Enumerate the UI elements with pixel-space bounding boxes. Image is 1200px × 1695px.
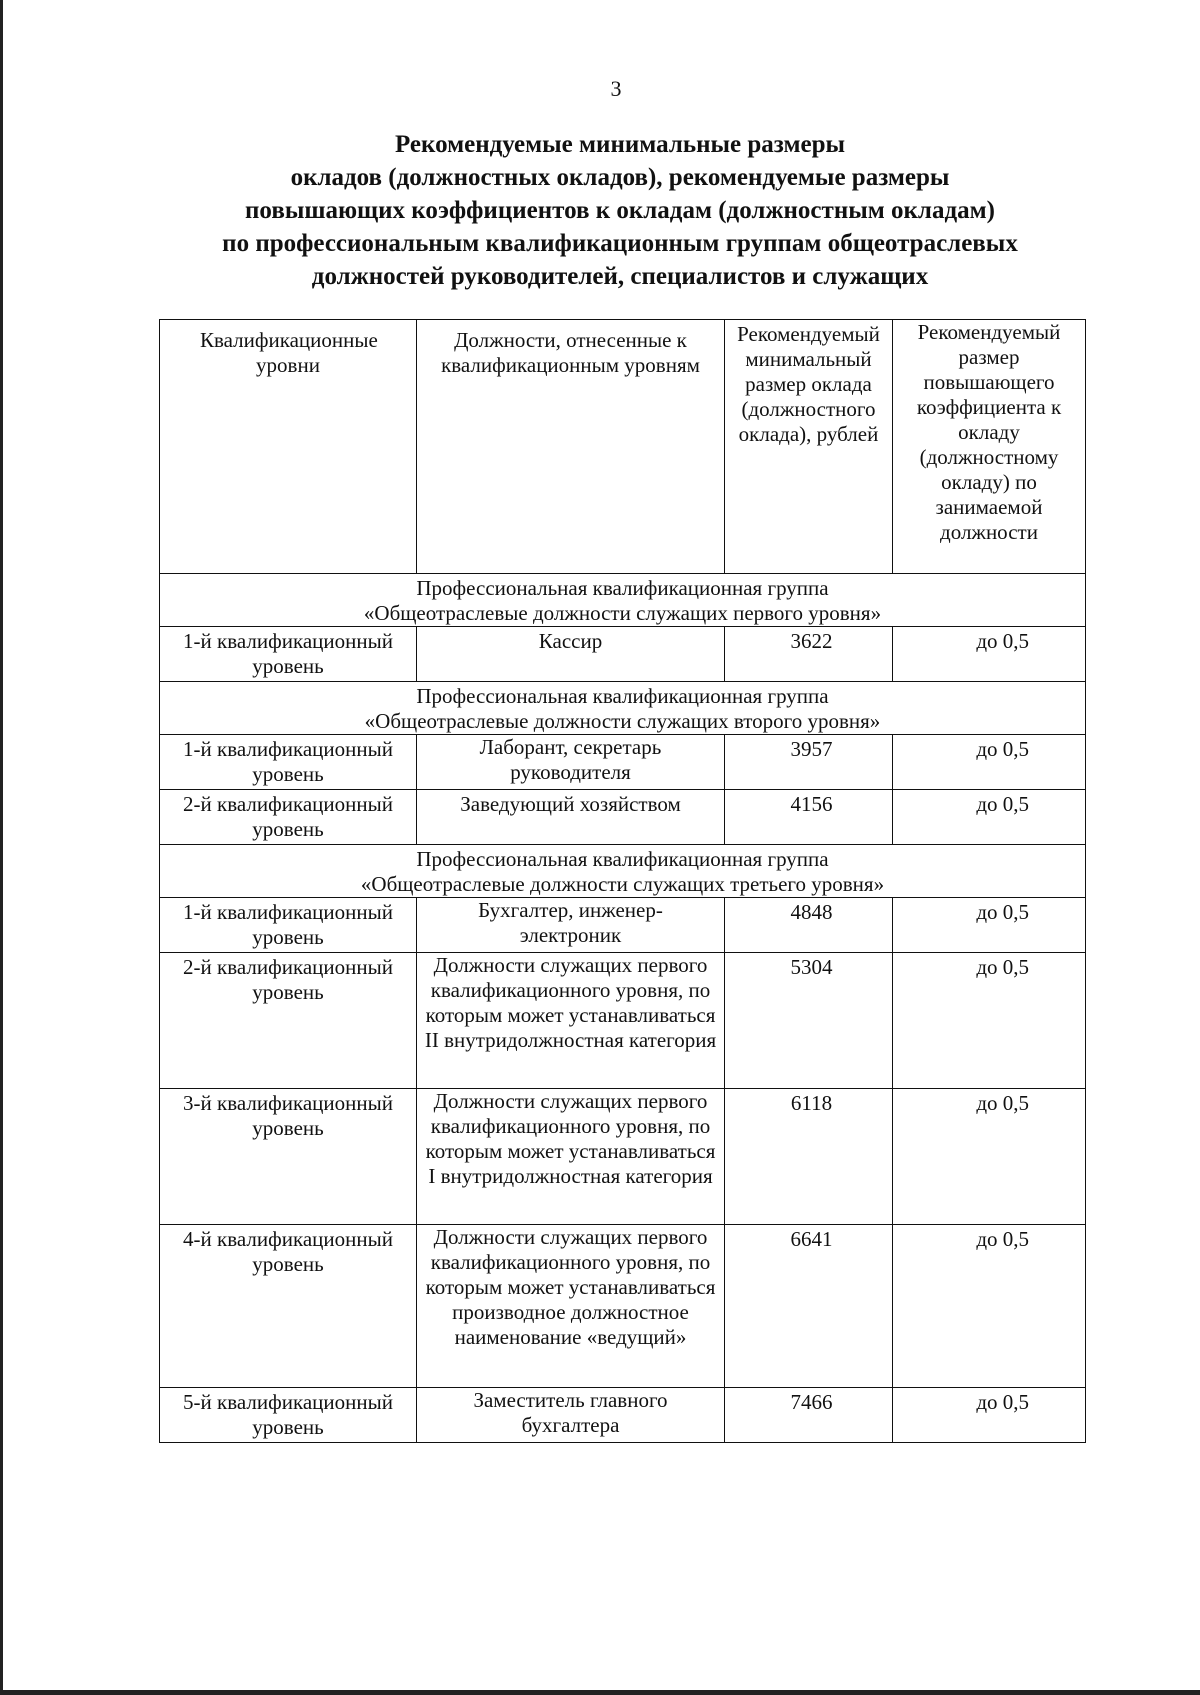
level-cell: 1-й квалификационный уровень	[160, 898, 417, 953]
level-cell: 1-й квалификационный уровень	[160, 735, 417, 790]
positions-cell: Лаборант, секретарь руководителя	[417, 735, 725, 790]
salary-cell: 6641	[725, 1225, 893, 1388]
coefficient-cell: до 0,5	[893, 1225, 1086, 1388]
group-title	[160, 682, 1086, 735]
group-header-row	[160, 845, 1086, 898]
coefficient-cell: до 0,5	[893, 898, 1086, 953]
group-title-line: Профессиональная квалификационная группа	[416, 576, 829, 600]
header-coefficient: Рекомендуемый размер повышающего коэффициента к окладу (должностному окладу) по занимаемой должности	[893, 320, 1086, 574]
header-levels: Квалификационные уровни	[160, 320, 417, 574]
title-line: окладов (должностных окладов), рекомендуемые размеры	[290, 164, 950, 191]
salary-cell: 4156	[725, 790, 893, 845]
page-number: 3	[610, 76, 622, 101]
group-title	[160, 845, 1086, 898]
group-title	[160, 574, 1086, 627]
level-cell: 2-й квалификационный уровень	[160, 790, 417, 845]
coefficient-cell: до 0,5	[893, 735, 1086, 790]
level-cell: 1-й квалификационный уровень	[160, 627, 417, 682]
salary-cell: 7466	[725, 1388, 893, 1443]
group-title-line: Профессиональная квалификационная группа	[416, 684, 829, 708]
title-line: повышающих коэффициентов к окладам (должностным окладам)	[245, 197, 995, 224]
title-line: Рекомендуемые минимальные размеры	[394, 131, 845, 158]
group-title-line: Профессиональная квалификационная группа	[416, 847, 829, 871]
positions-cell: Должности служащих первого квалификационного уровня, по которым может устанавливаться I внутридолжностная категория	[417, 1089, 725, 1225]
positions-cell: Должности служащих первого квалификационного уровня, по которым может устанавливаться II внутридолжностная категория	[417, 953, 725, 1089]
table-row	[160, 790, 1086, 845]
table-header-row	[160, 320, 1086, 574]
table-row	[160, 898, 1086, 953]
coefficient-cell: до 0,5	[893, 1388, 1086, 1443]
coefficient-cell: до 0,5	[893, 1089, 1086, 1225]
title-line: должностей руководителей, специалистов и служащих	[311, 263, 929, 290]
group-header-row	[160, 574, 1086, 627]
table-row	[160, 1089, 1086, 1225]
table-row	[160, 627, 1086, 682]
salary-cell: 3622	[725, 627, 893, 682]
salary-cell: 4848	[725, 898, 893, 953]
salary-cell: 3957	[725, 735, 893, 790]
table-row	[160, 1388, 1086, 1443]
group-title-line: «Общеотраслевые должности служащих второго уровня»	[364, 709, 881, 733]
level-cell: 4-й квалификационный уровень	[160, 1225, 417, 1388]
scan-edge-left	[0, 0, 3, 1695]
positions-cell: Должности служащих первого квалификационного уровня, по которым может устанавливаться производное должностное наименование «ведущий»	[417, 1225, 725, 1388]
positions-cell: Заведующий хозяйством	[417, 790, 725, 845]
table-row	[160, 735, 1086, 790]
level-cell: 5-й квалификационный уровень	[160, 1388, 417, 1443]
salary-cell: 6118	[725, 1089, 893, 1225]
salary-cell: 5304	[725, 953, 893, 1089]
positions-cell: Бухгалтер, инженер-электроник	[417, 898, 725, 953]
document-title	[150, 128, 1090, 293]
title-line: по профессиональным квалификационным группам общеотраслевых	[222, 230, 1018, 257]
group-header-row	[160, 682, 1086, 735]
salary-table	[159, 319, 1086, 1443]
coefficient-cell: до 0,5	[893, 953, 1086, 1089]
group-title-line: «Общеотраслевые должности служащих первого уровня»	[363, 601, 882, 625]
header-salary: Рекомендуемый минимальный размер оклада (должностного оклада), рублей	[725, 320, 893, 574]
coefficient-cell: до 0,5	[893, 627, 1086, 682]
scan-edge-bottom	[0, 1690, 1200, 1695]
positions-cell: Кассир	[417, 627, 725, 682]
level-cell: 3-й квалификационный уровень	[160, 1089, 417, 1225]
table-row	[160, 953, 1086, 1089]
group-title-line: «Общеотраслевые должности служащих третьего уровня»	[360, 872, 885, 896]
level-cell: 2-й квалификационный уровень	[160, 953, 417, 1089]
header-positions: Должности, отнесенные к квалификационным уровням	[417, 320, 725, 574]
coefficient-cell: до 0,5	[893, 790, 1086, 845]
positions-cell: Заместитель главного бухгалтера	[417, 1388, 725, 1443]
table-row	[160, 1225, 1086, 1388]
